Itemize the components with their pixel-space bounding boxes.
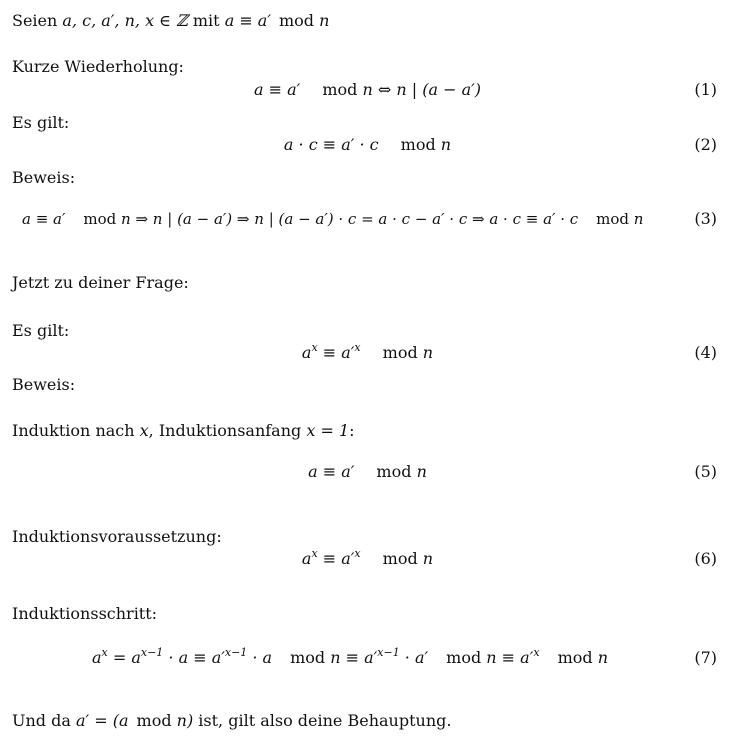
eq7-p4: · a: [247, 648, 273, 667]
equation-4: [0, 340, 735, 363]
eq5-lhs: a ≡ a′: [308, 462, 355, 481]
section-label-beweis-2: Beweis:: [12, 375, 76, 394]
equation-number-5: (5): [694, 462, 717, 481]
section-label-es-gilt-2: Es gilt:: [12, 321, 70, 340]
eq7-e2: x−1: [140, 645, 164, 659]
eq7-mod3: mod: [557, 648, 593, 667]
eq7-e3: x−1: [224, 645, 248, 659]
eq4-exp: x: [311, 340, 318, 354]
eq3-rhs: n ⇒ n | (a − a′) ⇒ n | (a − a′) · c = a · c − a′ · c ⇒ a · c ≡ a′ · c: [121, 210, 579, 228]
induction-text: Induktion nach: [12, 421, 140, 440]
section-label-repetition: Kurze Wiederholung:: [12, 57, 184, 76]
math-variables: a, c, a′, n, x ∈ ℤ: [62, 11, 188, 30]
induction-var: x: [139, 421, 149, 440]
eq3-mod: mod: [83, 210, 117, 228]
eq7-e5: x−1: [377, 645, 400, 659]
equation-7: [92, 645, 609, 668]
eq4-mod: mod: [382, 343, 418, 362]
eq6-rhs: n: [422, 549, 434, 568]
eq6-eqv: ≡ a′: [317, 549, 355, 568]
intro-line: [12, 11, 329, 31]
eq7-p5: n ≡ a′: [330, 648, 378, 667]
equation-number-4: (4): [694, 343, 717, 362]
equation-number-6: (6): [694, 549, 717, 568]
eq2-rhs: n: [440, 135, 452, 154]
eq4-base: a: [301, 343, 312, 362]
eq7-p3: · a ≡ a′: [163, 648, 225, 667]
conclusion-pre: Und da: [12, 711, 76, 730]
math-n: n: [319, 11, 330, 30]
eq5-mod: mod: [376, 462, 412, 481]
section-label-es-gilt: Es gilt:: [12, 113, 70, 132]
eq7-e1: x: [101, 645, 108, 659]
eq5-rhs: n: [416, 462, 427, 481]
equation-number-1: (1): [694, 80, 717, 99]
equation-5: [0, 462, 735, 482]
eq3-mod2: mod: [596, 210, 630, 228]
equation-3: [22, 209, 643, 229]
eq3-rhs2: n: [633, 210, 644, 228]
section-label-hypothesis: Induktionsvoraussetzung:: [12, 527, 222, 546]
eq6-exp2: x: [354, 546, 361, 560]
intro-text: Seien: [12, 11, 63, 30]
conclusion-math2: n): [176, 711, 194, 730]
equation-number-7: (7): [694, 648, 717, 667]
equation-6: [0, 546, 735, 569]
section-label-beweis: Beweis:: [12, 168, 76, 187]
eq4-rhs: n: [422, 343, 434, 362]
equation-1: [0, 80, 735, 100]
eq2-lhs: a · c ≡ a′ · c: [283, 135, 379, 154]
section-label-question: Jetzt zu deiner Frage:: [12, 273, 189, 292]
eq6-base: a: [301, 549, 312, 568]
equation-number-2: (2): [694, 135, 717, 154]
intro-mit: mit: [187, 11, 225, 30]
eq7-p7: n ≡ a′: [486, 648, 534, 667]
induction-mid: , Induktionsanfang: [148, 421, 307, 440]
eq1-mod: mod: [322, 80, 358, 99]
section-label-step: Induktionsschritt:: [12, 604, 158, 623]
eq3-lhs: a ≡ a′: [22, 210, 66, 228]
math-congruence: a ≡ a′: [224, 11, 271, 30]
eq2-mod: mod: [400, 135, 436, 154]
eq6-mod: mod: [382, 549, 418, 568]
eq7-p8: n: [597, 648, 609, 667]
mod-operator: mod: [278, 11, 315, 30]
conclusion-post: ist, gilt also deine Behauptung.: [193, 711, 452, 730]
eq7-mod2: mod: [446, 648, 482, 667]
eq7-mod: mod: [290, 648, 326, 667]
eq4-eqv: ≡ a′: [317, 343, 355, 362]
eq7-e7: x: [533, 645, 540, 659]
eq1-lhs: a ≡ a′: [254, 80, 301, 99]
conclusion-mod: mod: [136, 711, 172, 730]
induction-colon: :: [349, 421, 355, 440]
eq7-a1: a: [92, 648, 102, 667]
induction-start: x = 1: [306, 421, 350, 440]
eq1-rhs: n ⇔ n | (a − a′): [362, 80, 481, 99]
equation-number-3: (3): [694, 209, 717, 228]
eq6-exp: x: [311, 546, 318, 560]
eq7-p6: · a′: [399, 648, 429, 667]
eq7-p2: = a: [107, 648, 141, 667]
conclusion-math: a′ = (a: [75, 711, 129, 730]
conclusion-line: [12, 711, 451, 731]
equation-2: [0, 135, 735, 155]
eq4-exp2: x: [354, 340, 361, 354]
induction-line: [12, 421, 355, 441]
